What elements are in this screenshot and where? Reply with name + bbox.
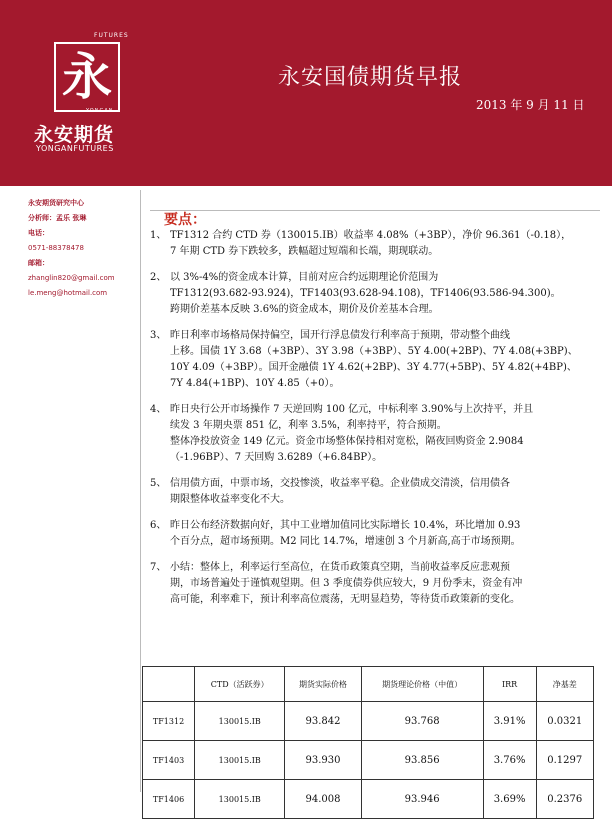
key-point-4: [150, 402, 600, 466]
key-point-2: [150, 270, 600, 318]
ctd-cell: 130015.IB: [195, 741, 285, 780]
key-point-5: [150, 476, 600, 508]
table-row: [143, 702, 594, 741]
point-line: TF1312(93.682-93.924)，TF1403(93.628-94.108)，TF1406(93.586-94.300)。: [170, 288, 561, 299]
table-header-row: [143, 667, 594, 702]
header-banner: [0, 0, 612, 186]
point-line: 7 年期 CTD 券下跌较多，跌幅超过短端和长端，期现联动。: [170, 246, 439, 257]
point-line: 7Y 4.84(+1BP)、10Y 4.85（+0）。: [170, 378, 340, 389]
point-number: 5、: [150, 478, 167, 489]
theoretical-price-cell: 93.768: [361, 702, 483, 741]
research-center: 永安期货研究中心: [28, 199, 84, 207]
header-cell: 净基差: [536, 667, 594, 702]
point-line: 信用债方面，中票市场，交投惨淡，收益率平稳。企业债成交清淡，信用债各: [170, 478, 510, 489]
theoretical-price-cell: 93.946: [361, 780, 483, 819]
irr-cell: 3.69%: [483, 780, 536, 819]
net-basis-cell: 0.0321: [536, 702, 594, 741]
actual-price-cell: 93.930: [285, 741, 361, 780]
theoretical-price-cell: 93.856: [361, 741, 483, 780]
point-line: 上移。国债 1Y 3.68（+3BP）、3Y 3.98（+3BP）、5Y 4.00(+2BP)、7Y 4.08(+3BP)、: [170, 346, 578, 357]
heading-rule: [150, 210, 600, 211]
ctd-cell: 130015.IB: [195, 702, 285, 741]
sidebar-divider: [140, 190, 141, 792]
contract-cell: TF1312: [143, 702, 195, 741]
header-cell: IRR: [483, 667, 536, 702]
point-line: 昨日央行公开市场操作 7 天逆回购 100 亿元，中标利率 3.90%与上次持平，并且: [170, 404, 534, 415]
logo-futures-text: FUTURES: [94, 32, 129, 39]
irr-cell: 3.76%: [483, 741, 536, 780]
report-date: 2013 年 9 月 11 日: [476, 98, 585, 112]
key-points-heading: 要点：: [164, 212, 206, 228]
email-label: 邮箱：: [28, 259, 49, 267]
point-number: 2、: [150, 272, 167, 283]
report-title: 永安国债期货早报: [278, 65, 463, 90]
header-cell: CTD（活跃券）: [195, 667, 285, 702]
point-line: 高可能，利率难下，预计利率高位震荡，无明显趋势，等待货币政策新的变化。: [170, 594, 520, 605]
futures-price-table: [142, 666, 594, 819]
phone-label: 电话：: [28, 229, 49, 237]
irr-cell: 3.91%: [483, 702, 536, 741]
point-number: 1、: [150, 230, 167, 241]
key-point-6: [150, 518, 600, 550]
point-line: 以 3%-4%的资金成本计算，目前对应合约远期理论价范围为: [170, 272, 439, 283]
point-line: 昨日利率市场格局保持偏空，国开行浮息债发行利率高于预期，带动整个曲线: [170, 330, 510, 341]
point-line: 续发 3 年期央票 851 亿，利率 3.5%，利率持平，符合预期。: [170, 420, 447, 431]
logo-company-cn: 永安期货: [34, 124, 115, 146]
point-line: 期限整体收益率变化不大。: [170, 494, 290, 505]
point-line: 小结：整体上，利率运行至高位，在货币政策真空期，当前收益率反应悲观预: [170, 562, 510, 573]
email-2: le.meng@hotmail.com: [28, 289, 108, 297]
logo-glyph: 永: [62, 47, 112, 106]
point-line: 期，市场普遍处于谨慎观望期。但 3 季度债券供应较大，9 月份季末，资金有冲: [170, 578, 523, 589]
table-row: [143, 741, 594, 780]
point-number: 7、: [150, 562, 167, 573]
point-line: （-1.96BP）、7 天回购 3.6289（+6.84BP）。: [170, 452, 383, 463]
point-line: 10Y 4.09（+3BP）。国开金融债 1Y 4.62(+2BP)、3Y 4.77(+5BP)、5Y 4.82(+4BP)、: [170, 362, 577, 373]
contract-cell: TF1403: [143, 741, 195, 780]
key-points-list: [150, 228, 600, 618]
ctd-cell: 130015.IB: [195, 780, 285, 819]
point-number: 4、: [150, 404, 167, 415]
contract-cell: TF1406: [143, 780, 195, 819]
company-logo: [34, 18, 134, 158]
logo-emblem: [54, 42, 120, 112]
phone-number: 0571-88378478: [28, 244, 84, 252]
analyst-names: 分析师：孟乐 张琳: [28, 214, 87, 222]
key-point-3: [150, 328, 600, 392]
net-basis-cell: 0.1297: [536, 741, 594, 780]
key-point-7: [150, 560, 600, 608]
point-line: 个百分点，超市场预期。M2 同比 14.7%，增速创 3 个月新高,高于市场预期。: [170, 536, 521, 547]
net-basis-cell: 0.2376: [536, 780, 594, 819]
point-line: 昨日公布经济数据向好，其中工业增加值同比实际增长 10.4%，环比增加 0.93: [170, 520, 521, 531]
point-number: 6、: [150, 520, 167, 531]
sidebar-contact: [28, 198, 138, 303]
point-line: TF1312 合约 CTD 券（130015.IB）收益率 4.08%（+3BP），净价 96.361（-0.18），: [170, 230, 572, 241]
point-line: 整体净投放资金 149 亿元。资金市场整体保持相对宽松，隔夜回购资金 2.9084: [170, 436, 524, 447]
logo-yongan-small: YONGAN: [86, 108, 114, 114]
point-number: 3、: [150, 330, 167, 341]
actual-price-cell: 93.842: [285, 702, 361, 741]
header-cell: 期货实际价格: [285, 667, 361, 702]
actual-price-cell: 94.008: [285, 780, 361, 819]
key-point-1: [150, 228, 600, 260]
table-row: [143, 780, 594, 819]
logo-company-en: YONGANFUTURES: [36, 144, 114, 153]
email-1: zhanglin820@gmail.com: [28, 274, 115, 282]
header-cell: [143, 667, 195, 702]
point-line: 跨期价差基本反映 3.6%的资金成本，期价及价差基本合理。: [170, 304, 439, 315]
header-cell: 期货理论价格（中值）: [361, 667, 483, 702]
